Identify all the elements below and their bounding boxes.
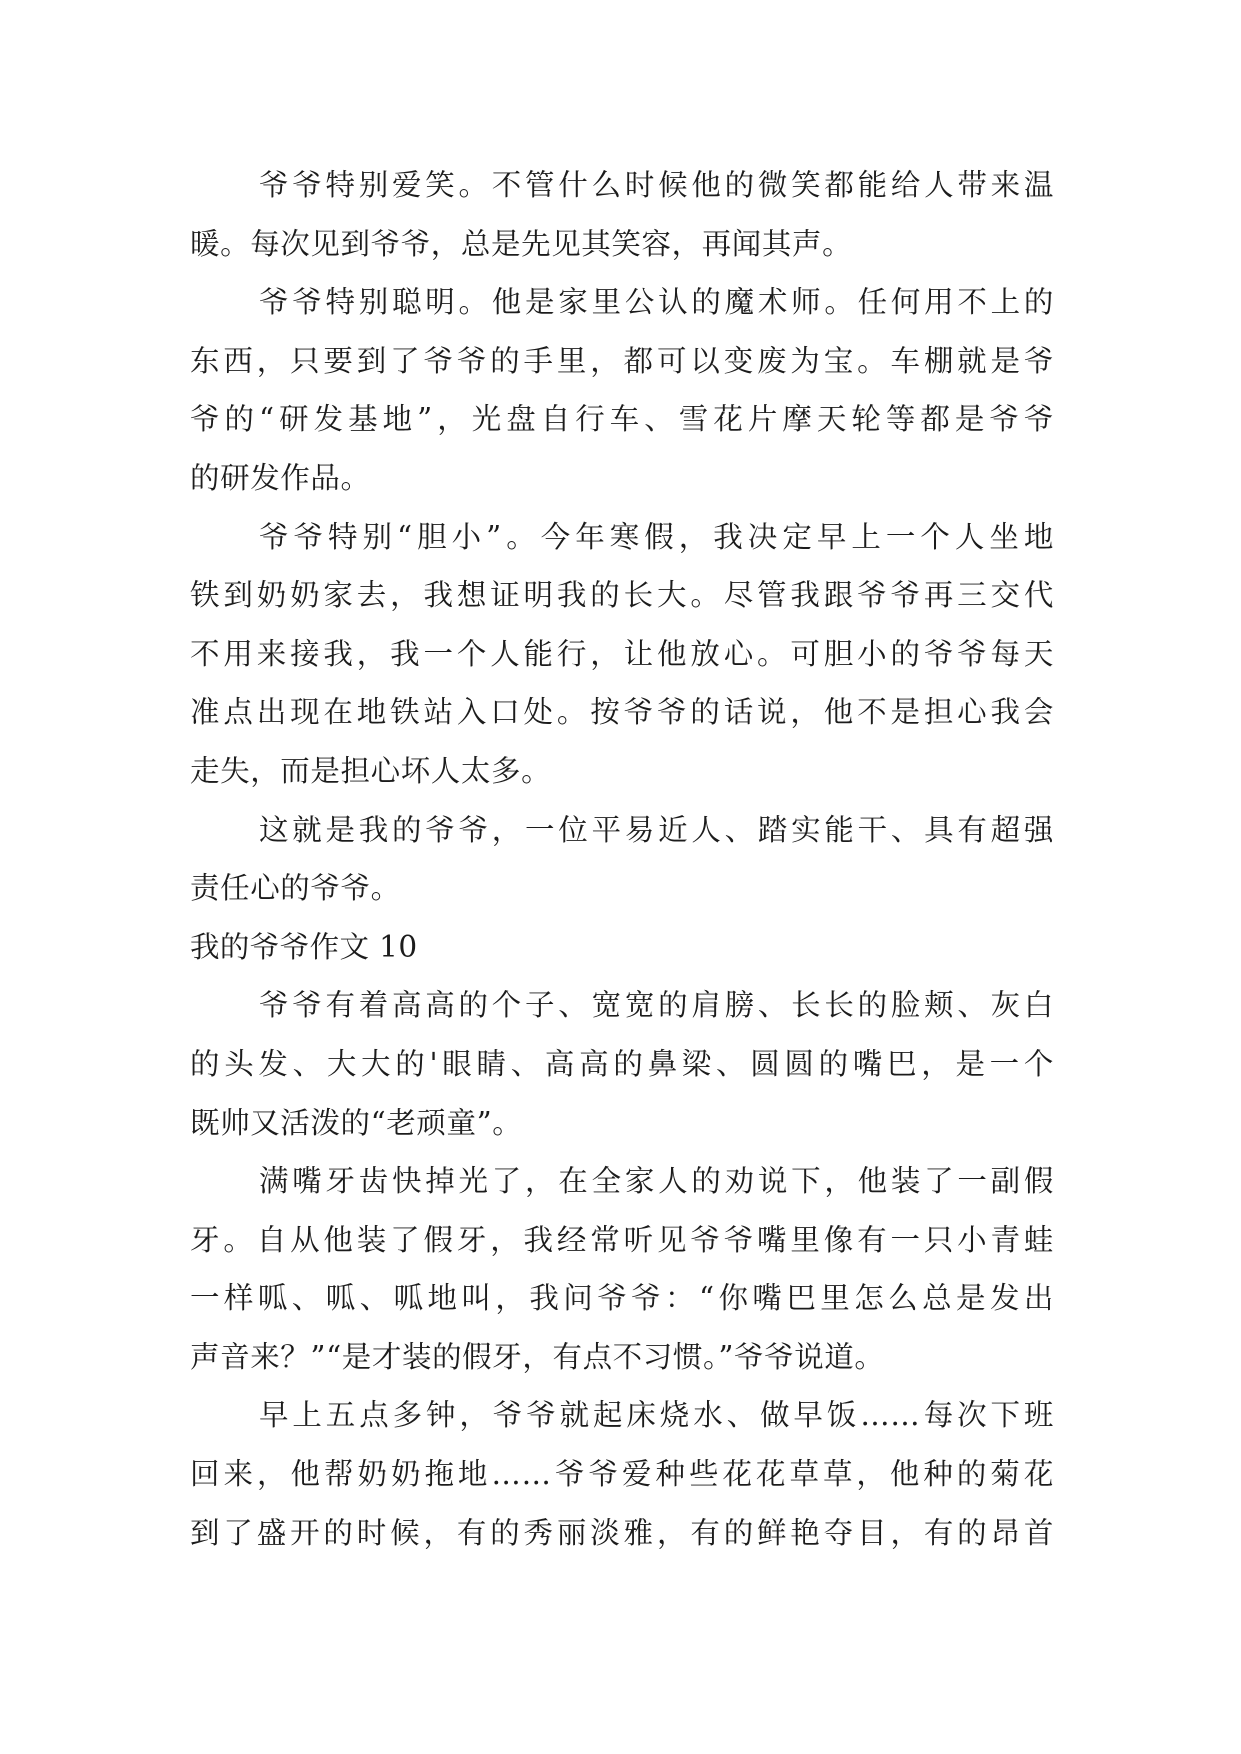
document-body — [190, 156, 1054, 1562]
text-line: 东西，只要到了爷爷的手里，都可以变废为宝。车棚就是爷 — [190, 343, 1054, 378]
text-line: 爷爷特别爱笑。不管什么时候他的微笑都能给人带来温 — [259, 168, 1054, 202]
text-line: 准点出现在地铁站入口处。按爷爷的话说，他不是担心我会 — [190, 695, 1054, 730]
text-line: 一样呱、呱、呱地叫，我问爷爷：“你嘴巴里怎么总是发出 — [190, 1281, 1054, 1316]
text-line: 的研发作品。 — [190, 460, 371, 495]
text-line: 爷爷特别“胆小”。今年寒假，我决定早上一个人坐地 — [259, 519, 1054, 554]
text-line: 声音来？”“是才装的假牙，有点不习惯。”爷爷说道。 — [190, 1339, 885, 1374]
text-line: 早上五点多钟，爷爷就起床烧水、做早饭……每次下班 — [259, 1398, 1054, 1433]
text-line: 铁到奶奶家去，我想证明我的长大。尽管我跟爷爷再三交代 — [190, 578, 1054, 613]
text-line: 牙。自从他装了假牙，我经常听见爷爷嘴里像有一只小青蛙 — [190, 1222, 1054, 1257]
text-line: 这就是我的爷爷，一位平易近人、踏实能干、具有超强 — [259, 812, 1054, 847]
text-line: 满嘴牙齿快掉光了，在全家人的劝说下，他装了一副假 — [259, 1164, 1054, 1199]
text-line: 爷的“研发基地”，光盘自行车、雪花片摩天轮等都是爷爷 — [190, 402, 1054, 437]
text-line: 走失，而是担心坏人太多。 — [190, 753, 552, 788]
text-line: 爷爷特别聪明。他是家里公认的魔术师。任何用不上的 — [259, 285, 1054, 320]
text-line: 不用来接我，我一个人能行，让他放心。可胆小的爷爷每天 — [190, 636, 1054, 671]
text-line: 责任心的爷爷。 — [190, 871, 401, 906]
text-line: 到了盛开的时候，有的秀丽淡雅，有的鲜艳夺目，有的昂首 — [190, 1515, 1054, 1550]
text-line: 爷爷有着高高的个子、宽宽的肩膀、长长的脸颊、灰白 — [259, 988, 1054, 1023]
text-line: 既帅又活泼的“老顽童”。 — [190, 1105, 523, 1140]
text-line: 暖。每次见到爷爷，总是先见其笑容，再闻其声。 — [190, 226, 853, 261]
text-line: 的头发、大大的'眼睛、高高的鼻梁、圆圆的嘴巴，是一个 — [190, 1046, 1054, 1081]
text-line: 回来，他帮奶奶拖地……爷爷爱种些花花草草，他种的菊花 — [190, 1457, 1054, 1492]
section-heading: 我的爷爷作文 10 — [190, 929, 418, 964]
